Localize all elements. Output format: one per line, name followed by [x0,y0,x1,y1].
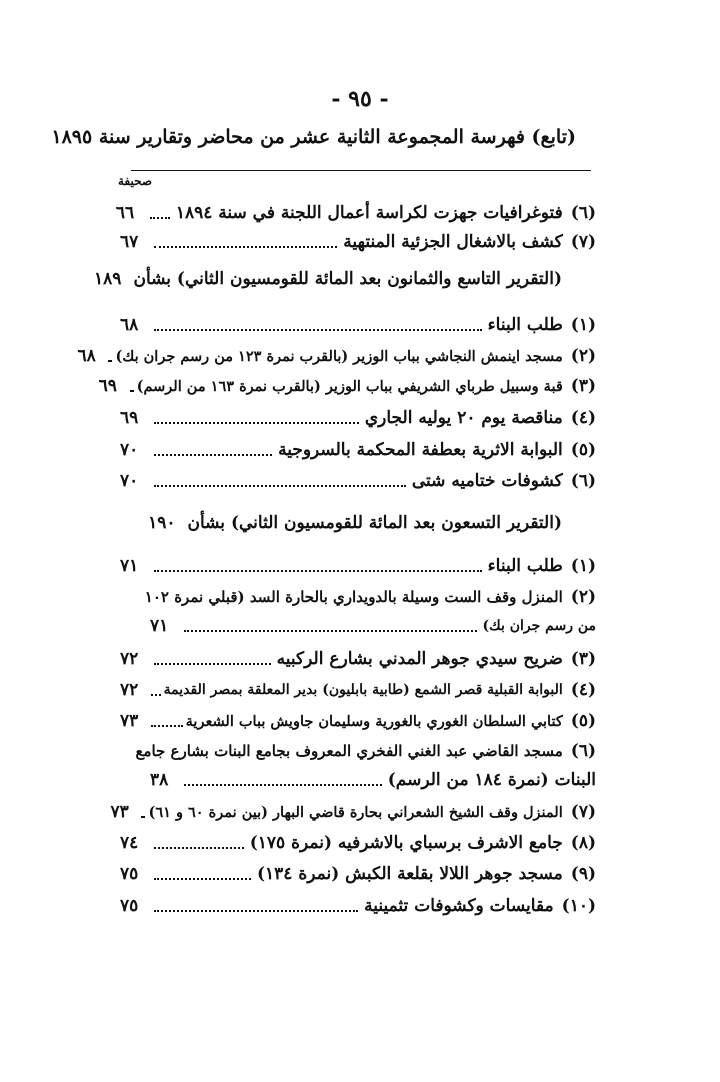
index-entry [120,829,596,857]
entry-number: (٥) [570,440,596,460]
index-entry [120,676,596,704]
dot-leader [108,360,112,362]
entry-page: ٦٨ [77,346,96,366]
entry-number: (٦) [570,741,596,761]
entry-text: كتابي السلطان الغوري بالغورية وسليمان جاويش بباب الشعرية [185,712,563,730]
entry-text: البنات (نمرة ١٨٤ من الرسم) [387,770,596,790]
index-entry-continuation [150,766,596,794]
entry-text: جامع الاشرف برسباي بالاشرفيه (نمرة ١٧٥) [249,833,563,853]
dot-leader [154,422,359,424]
entry-page: ٦٩ [98,376,117,396]
section-title: (التقرير التسعون بعد المائة للقومسيون الثاني) بشأن [187,513,562,533]
entry-text: المنزل وقف الشيخ الشعراني بحارة قاضي البهار (بين نمرة ٦٠ و ٦١) [148,803,563,821]
entry-page: ٦٦ [115,203,135,223]
entry-page: ٧٥ [120,896,139,916]
entry-text: مسجد جوهر اللالا بقلعة الكبش (نمرة ١٣٤) [256,864,563,884]
page-column-label: صحيفة [118,174,153,188]
dot-leader [150,217,170,219]
entry-number: (١) [570,556,596,576]
entry-page: ٧٢ [120,680,139,700]
entry-text: فتوغرافيات جهزت لكراسة أعمال اللجنة في سنة ١٨٩٤ [175,203,563,223]
entry-page: ٧٢ [120,649,139,669]
index-entry [120,892,596,920]
dot-leader [151,725,183,727]
entry-page: ٧١ [120,556,139,576]
entry-number: (٣) [570,376,596,396]
entry-text: من رسم جران بك) [482,618,596,634]
dot-leader [141,816,145,818]
entry-text: مسجد القاضي عبد الغني الفخري المعروف بجامع البنات بشارع جامع [135,742,563,760]
entry-page: ٦٩ [120,408,139,428]
entry-page: ٦٨ [120,315,139,335]
entry-text: البوابة القبلية قصر الشمع (طابية بابليون) بدير المعلقة بمصر القديمة [163,682,563,698]
entry-number: (٧) [570,802,596,822]
index-entry [120,583,596,611]
header-rule [131,170,591,171]
entry-number: (١) [570,315,596,335]
entry-page: ٣٨ [150,770,169,790]
dot-leader [130,390,134,392]
entry-page: ٧١ [150,616,169,636]
entry-number: (٥) [570,711,596,731]
section-title: (التقرير التاسع والثمانون بعد المائة للقومسيون الثاني) بشأن [133,269,562,289]
section-heading [142,508,562,538]
entry-text: ضريح سيدي جوهر المدني بشارع الركبيه [276,649,563,669]
index-entry [120,707,596,735]
index-entry [120,860,596,888]
entry-text: كشوفات ختاميه شتى [411,471,563,491]
entry-text: طلب البناء [487,556,563,576]
entry-number: (٦) [570,203,596,223]
entry-text: قبة وسبيل طرباي الشريفي بباب الوزير (بالقرب نمرة ١٦٣ من الرسم) [136,377,563,395]
dot-leader [154,663,271,665]
entry-number: (٣) [570,649,596,669]
dot-leader [184,630,477,632]
section-number: ١٩٠ [148,513,176,533]
index-entry [120,404,596,432]
entry-text: طلب البناء [487,315,563,335]
dot-leader [184,784,382,786]
entry-text: مسجد اينمش النجاشي بباب الوزير (بالقرب نمرة ١٢٣ من رسم جران بك) [115,347,563,365]
index-entry [120,467,596,495]
index-entry-continuation [150,612,596,640]
index-entry [120,737,596,765]
dot-leader [154,454,272,456]
entry-page: ٧٥ [120,864,139,884]
dot-leader [154,878,251,880]
index-entry [110,798,596,826]
entry-page: ٧٠ [120,471,139,491]
index-entry [98,372,596,400]
index-entry [120,436,596,464]
entry-number: (١٠) [561,896,596,916]
dot-leader [154,485,406,487]
dot-leader [154,329,482,331]
index-entry [120,645,596,673]
entry-text: المنزل وقف الست وسيلة بالدويداري بالحارة السد (قبلي نمرة ١٠٢ [144,588,563,606]
page-title: (تابع) فهرسة المجموعة الثانية عشر من محاضر وتقارير سنة ١٨٩٥ [51,126,576,148]
entry-text: مناقصة يوم ٢٠ يوليه الجاري [364,408,563,428]
index-entry [120,228,596,256]
index-entry [77,342,596,370]
dot-leader [154,910,358,912]
entry-number: (٤) [570,408,596,428]
dot-leader [154,570,482,572]
entry-number: (٩) [570,864,596,884]
entry-number: (٢) [570,346,596,366]
entry-text: كشف بالاشغال الجزئية المنتهية [343,232,563,252]
section-number: ١٨٩ [94,269,122,289]
dot-leader [154,847,244,849]
section-heading [94,264,562,294]
entry-number: (٦) [570,471,596,491]
entry-number: (٢) [570,587,596,607]
page-number: - ٩٥ - [331,86,389,112]
entry-text: البوابة الاثرية بعطفة المحكمة بالسروجية [278,440,563,460]
entry-number: (٧) [570,232,596,252]
entry-page: ٦٧ [120,232,139,252]
entry-text: مقايسات وكشوفات تثمينية [364,896,554,916]
entry-page: ٧٤ [120,833,139,853]
dot-leader [151,694,161,696]
index-entry [120,552,596,580]
entry-number: (٤) [570,680,596,700]
index-entry [120,311,596,339]
dot-leader [154,246,337,248]
entry-number: (٨) [570,833,596,853]
index-entry [115,199,596,227]
entry-page: ٧٣ [110,802,129,822]
entry-page: ٧٣ [120,711,139,731]
entry-page: ٧٠ [120,440,139,460]
